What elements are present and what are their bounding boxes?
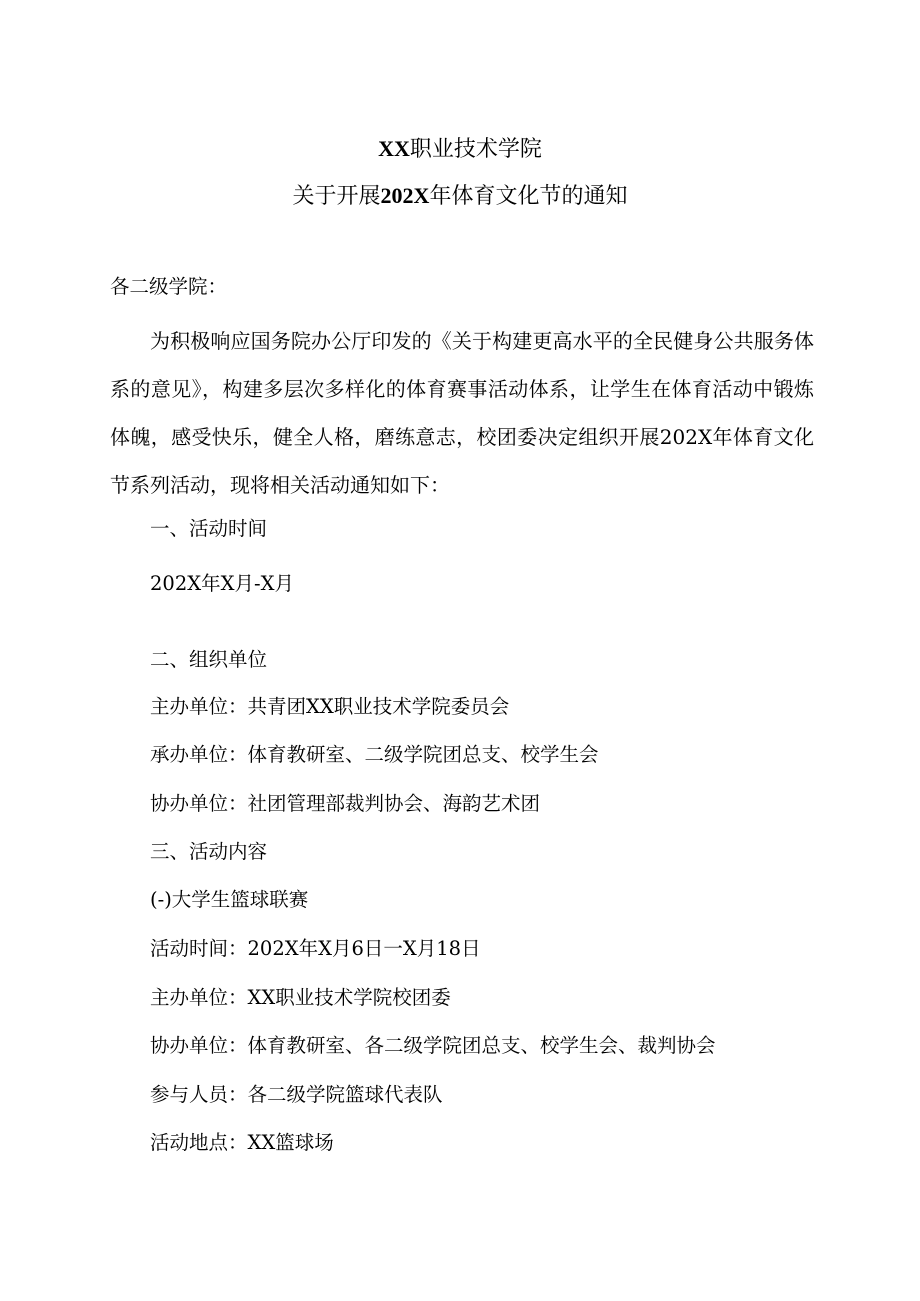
- title-rest: 职业技术学院: [409, 137, 542, 162]
- section2-heading: 二、组织单位: [150, 648, 268, 671]
- section1-heading: 一、活动时间: [150, 517, 268, 540]
- section3-heading: 三、活动内容: [150, 840, 268, 863]
- document-subtitle: [0, 181, 920, 212]
- subsection1-venue: 活动地点：XX篮球场: [150, 1131, 334, 1154]
- subtitle-year: 202X: [380, 183, 430, 208]
- subtitle-post: 年体育文化节的通知: [429, 184, 628, 209]
- subsection1-time: 活动时间：202X年X月6日一X月18日: [150, 937, 481, 960]
- document-title: [0, 134, 920, 165]
- host-unit: 主办单位：共青团XX职业技术学院委员会: [150, 695, 510, 718]
- subsection1-participants: 参与人员：各二级学院篮球代表队: [150, 1083, 443, 1106]
- salutation: 各二级学院：: [110, 275, 228, 298]
- title-prefix: XX: [378, 136, 410, 161]
- co-organizer-unit: 协办单位：社团管理部裁判协会、海韵艺术团: [150, 792, 541, 815]
- activity-time: 202X年X月-X月: [150, 572, 294, 595]
- subtitle-pre: 关于开展: [292, 184, 381, 209]
- subsection1-host: 主办单位：XX职业技术学院校团委: [150, 986, 451, 1009]
- subsection1-title: (-)大学生篮球联赛: [150, 888, 309, 911]
- intro-paragraph: 为积极响应国务院办公厅印发的《关于构建更高水平的全民健身公共服务体系的意见》，构建多层次多样化的体育赛事活动体系，让学生在体育活动中锻炼体魄，感受快乐，健全人格，磨练意志，校团委决定组织开展202X年体育文化节系列活动，现将相关活动通知如下：: [110, 329, 814, 497]
- subsection1-co-organizer: 协办单位：体育教研室、各二级学院团总支、校学生会、裁判协会: [150, 1034, 716, 1057]
- organizer-unit: 承办单位：体育教研室、二级学院团总支、校学生会: [150, 743, 599, 766]
